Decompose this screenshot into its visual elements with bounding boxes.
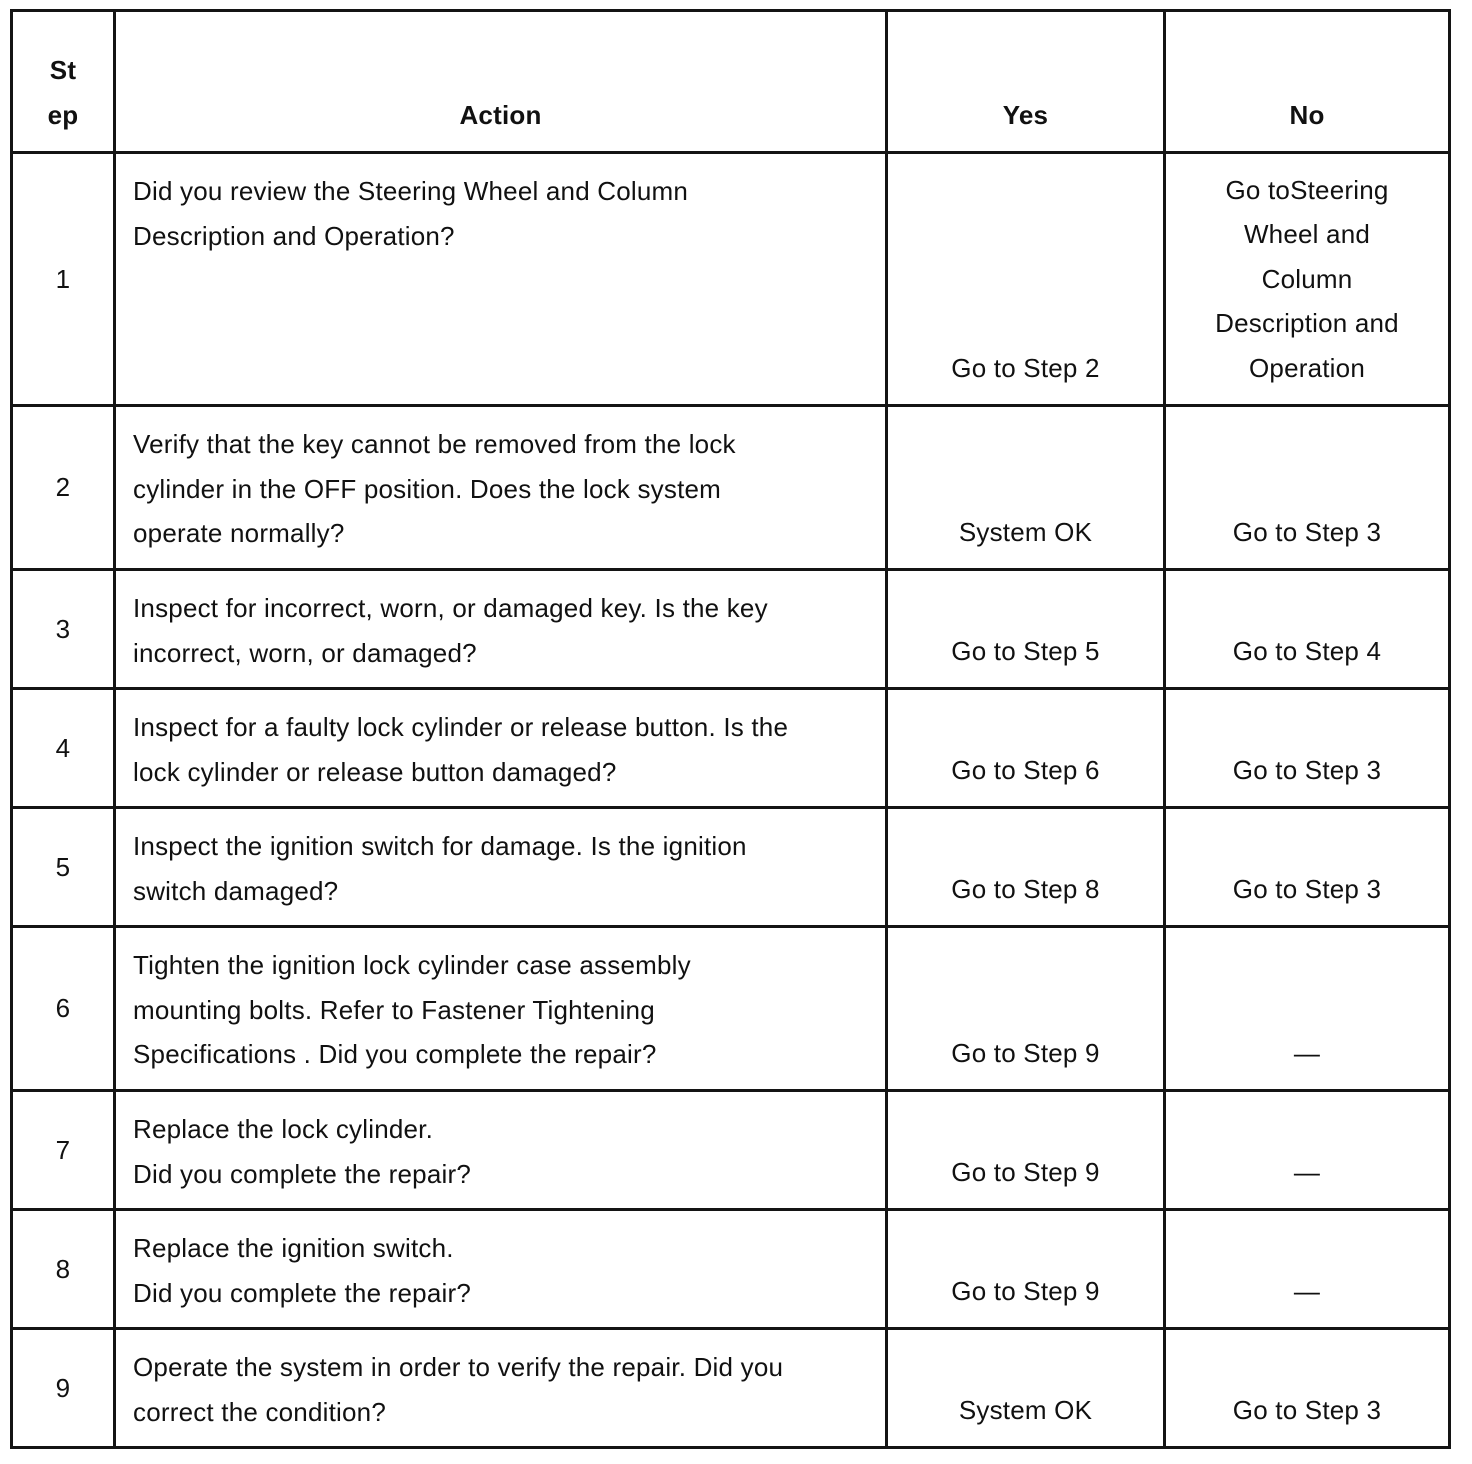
table-row: [12, 1329, 1450, 1448]
header-row: [12, 11, 1450, 153]
no-result: Go to Step 3: [1165, 1329, 1450, 1448]
yes-result: Go to Step 9: [887, 1210, 1165, 1329]
action-text: Verify that the key cannot be removed from the lock cylinder in the OFF position. Does the lock system operate normally?: [115, 406, 887, 570]
no-result: —: [1165, 927, 1450, 1091]
no-result: Go to Step 3: [1165, 808, 1450, 927]
step-number: 6: [12, 927, 115, 1091]
yes-result: Go to Step 8: [887, 808, 1165, 927]
step-number: 1: [12, 153, 115, 406]
step-number: 7: [12, 1091, 115, 1210]
table-row: [12, 1091, 1450, 1210]
no-result: —: [1165, 1091, 1450, 1210]
table-row: [12, 689, 1450, 808]
action-text: Operate the system in order to verify the repair. Did you correct the condition?: [115, 1329, 887, 1448]
no-result: Go toSteering Wheel and Column Description and Operation: [1165, 153, 1450, 406]
header-step-label: St ep: [47, 55, 79, 130]
table-row: [12, 153, 1450, 406]
yes-result: System OK: [887, 406, 1165, 570]
step-number: 4: [12, 689, 115, 808]
header-step: [12, 11, 115, 153]
yes-result: Go to Step 5: [887, 570, 1165, 689]
table-row: [12, 927, 1450, 1091]
table-row: [12, 1210, 1450, 1329]
action-text: Replace the lock cylinder. Did you complete the repair?: [115, 1091, 887, 1210]
yes-result: Go to Step 2: [887, 153, 1165, 406]
step-number: 9: [12, 1329, 115, 1448]
no-result: Go to Step 3: [1165, 406, 1450, 570]
yes-result: Go to Step 9: [887, 927, 1165, 1091]
action-text: Inspect for incorrect, worn, or damaged key. Is the key incorrect, worn, or damaged?: [115, 570, 887, 689]
no-result: —: [1165, 1210, 1450, 1329]
yes-result: Go to Step 6: [887, 689, 1165, 808]
step-number: 5: [12, 808, 115, 927]
action-text: Tighten the ignition lock cylinder case assembly mounting bolts. Refer to Fastener Tightening Specifications . Did you complete the repair?: [115, 927, 887, 1091]
step-number: 8: [12, 1210, 115, 1329]
action-text: Inspect the ignition switch for damage. Is the ignition switch damaged?: [115, 808, 887, 927]
yes-result: Go to Step 9: [887, 1091, 1165, 1210]
step-number: 3: [12, 570, 115, 689]
action-text: Did you review the Steering Wheel and Column Description and Operation?: [115, 153, 887, 406]
action-text: Replace the ignition switch. Did you complete the repair?: [115, 1210, 887, 1329]
step-number: 2: [12, 406, 115, 570]
header-action: Action: [115, 11, 887, 153]
no-result: Go to Step 3: [1165, 689, 1450, 808]
table-row: [12, 406, 1450, 570]
diagnostic-table: [10, 9, 1451, 1449]
header-no: No: [1165, 11, 1450, 153]
table-row: [12, 808, 1450, 927]
header-yes: Yes: [887, 11, 1165, 153]
table-row: [12, 570, 1450, 689]
no-result: Go to Step 4: [1165, 570, 1450, 689]
yes-result: System OK: [887, 1329, 1165, 1448]
action-text: Inspect for a faulty lock cylinder or release button. Is the lock cylinder or release button damaged?: [115, 689, 887, 808]
